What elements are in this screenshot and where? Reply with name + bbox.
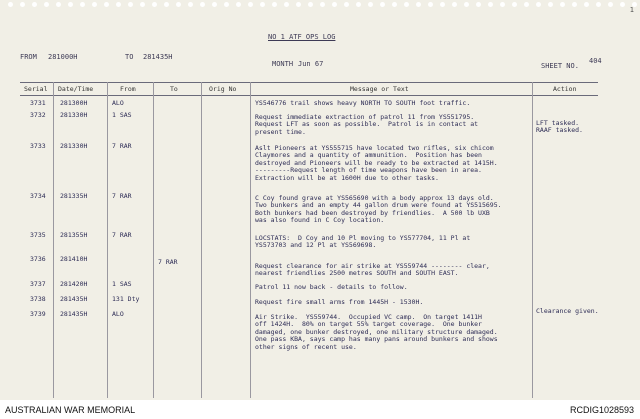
punch-hole [548,2,553,7]
message-cell: Request clearance for air strike at YS559744 -------- clear, nearest friendlies 2500 metres SOUTH and SOUTH EAST. [255,262,490,278]
punch-hole [260,2,265,7]
message-cell: YS546776 trail shows heavy NORTH TO SOUTH foot traffic. [255,99,471,107]
to-cell: 7 RAR [158,258,178,266]
punch-hole [200,2,205,7]
punch-hole [164,2,169,7]
from-cell: 1 SAS [112,280,132,288]
punch-hole [308,2,313,7]
column-header-to: To [170,85,178,93]
punch-hole [476,2,481,7]
from-value: 281000H [48,53,78,61]
punch-hole [344,2,349,7]
punch-holes [0,0,640,8]
punch-hole [176,2,181,7]
message-cell: Request fire small arms from 1445H - 1530H. [255,298,424,306]
to-value: 281435H [143,53,173,61]
serial-cell: 3739 [30,310,46,318]
punch-hole [608,2,613,7]
datetime-cell: 281410H [60,255,88,263]
punch-hole [320,2,325,7]
column-header-datetime: Date/Time [58,85,94,93]
serial-cell: 3738 [30,295,46,303]
sheet-value: 404 [589,57,602,65]
punch-hole [272,2,277,7]
punch-hole [572,2,577,7]
message-cell: Aslt Pioneers at YS555715 have located two rifles, six chicom Claymores and a quantity of ammunition. Position has been destroyed and Pioneers will be ready to be extracted at 1415H. ---------Request length of time weapons have been in area. Extraction will be at 1600H due to other tasks. [255,144,498,182]
from-cell: ALO [112,310,124,318]
from-cell: 131 Dty [112,295,140,303]
to-label: TO [125,53,134,61]
from-cell: 7 RAR [112,231,132,239]
datetime-cell: 281435H [60,295,88,303]
datetime-cell: 281300H [60,99,88,107]
archive-footer-right: RCDIG1028593 [569,405,634,415]
column-divider [201,82,202,398]
punch-hole [224,2,229,7]
message-cell: C Coy found grave at YS565690 with a body approx 13 days old. Two bunkers and an empty 44 gallon drum were found at YS515695. Both bunkers had been destroyed by friendlies. A 500 lb UXB was also found in C Coy location. [255,194,502,225]
punch-hole [236,2,241,7]
punch-hole [464,2,469,7]
column-divider [107,82,108,398]
serial-cell: 3732 [30,111,46,119]
punch-hole [488,2,493,7]
punch-hole [512,2,517,7]
datetime-cell: 281335H [60,192,88,200]
page-mark: 1 [629,6,634,14]
column-header-action: Action [553,85,577,93]
punch-hole [92,2,97,7]
punch-hole [428,2,433,7]
punch-hole [584,2,589,7]
serial-cell: 3737 [30,280,46,288]
punch-hole [140,2,145,7]
month-label: MONTH [272,60,294,68]
punch-hole [380,2,385,7]
punch-hole [68,2,73,7]
punch-hole [524,2,529,7]
message-cell: Air Strike. YS559744. Occupied VC camp. On target 1411H off 1424H. 80% on target 55% target coverage. One bunker damaged, one bunker destroyed, one military structure damaged. One pass KBA, says camp has many pans around bunkers and shows other signs of recent use. [255,313,498,351]
log-title: NO 1 ATF OPS LOG [268,33,336,41]
punch-hole [392,2,397,7]
punch-hole [536,2,541,7]
punch-hole [284,2,289,7]
serial-cell: 3733 [30,142,46,150]
sheet-label: SHEET NO. [541,62,579,70]
punch-hole [128,2,133,7]
message-cell: Patrol 11 now back - details to follow. [255,283,408,291]
punch-hole [80,2,85,7]
datetime-cell: 281330H [60,111,88,119]
datetime-cell: 281330H [60,142,88,150]
column-header-orig-no: Orig No [209,85,237,93]
from-label: FROM [20,53,37,61]
punch-hole [248,2,253,7]
serial-cell: 3734 [30,192,46,200]
punch-hole [500,2,505,7]
column-divider [153,82,154,398]
action-cell: LFT tasked. RAAF tasked. [536,119,583,135]
punch-hole [56,2,61,7]
punch-hole [368,2,373,7]
ops-log-table [20,82,598,398]
from-cell: ALO [112,99,124,107]
punch-hole [596,2,601,7]
punch-hole [332,2,337,7]
from-cell: 1 SAS [112,111,132,119]
message-cell: Request immediate extraction of patrol 11 from YS551795. Request LFT as soon as possible. Patrol is in contact at present time. [255,113,479,136]
punch-hole [188,2,193,7]
from-cell: 7 RAR [112,142,132,150]
punch-hole [404,2,409,7]
punch-hole [104,2,109,7]
month-value: Jun 67 [298,60,324,68]
punch-hole [440,2,445,7]
serial-cell: 3736 [30,255,46,263]
punch-hole [8,2,13,7]
column-header-serial: Serial [24,85,48,93]
from-cell: 7 RAR [112,192,132,200]
archive-footer-left: AUSTRALIAN WAR MEMORIAL [5,405,136,415]
punch-hole [620,2,625,7]
column-header-message: Message or Text [350,85,409,93]
datetime-cell: 281355H [60,231,88,239]
punch-hole [416,2,421,7]
datetime-cell: 281435H [60,310,88,318]
punch-hole [212,2,217,7]
punch-hole [356,2,361,7]
punch-hole [20,2,25,7]
punch-hole [296,2,301,7]
serial-cell: 3735 [30,231,46,239]
column-divider [53,82,54,398]
punch-hole [116,2,121,7]
punch-hole [152,2,157,7]
punch-hole [452,2,457,7]
punch-hole [44,2,49,7]
punch-hole [560,2,565,7]
message-cell: LOCSTATS: D Coy and 10 Pl moving to YS577704, 11 Pl at YS573703 and 12 Pl at YS569698. [255,234,471,250]
column-divider [250,82,251,398]
serial-cell: 3731 [30,99,46,107]
punch-hole [32,2,37,7]
action-cell: Clearance given. [536,307,599,315]
column-header-from: From [120,85,136,93]
datetime-cell: 281420H [60,280,88,288]
